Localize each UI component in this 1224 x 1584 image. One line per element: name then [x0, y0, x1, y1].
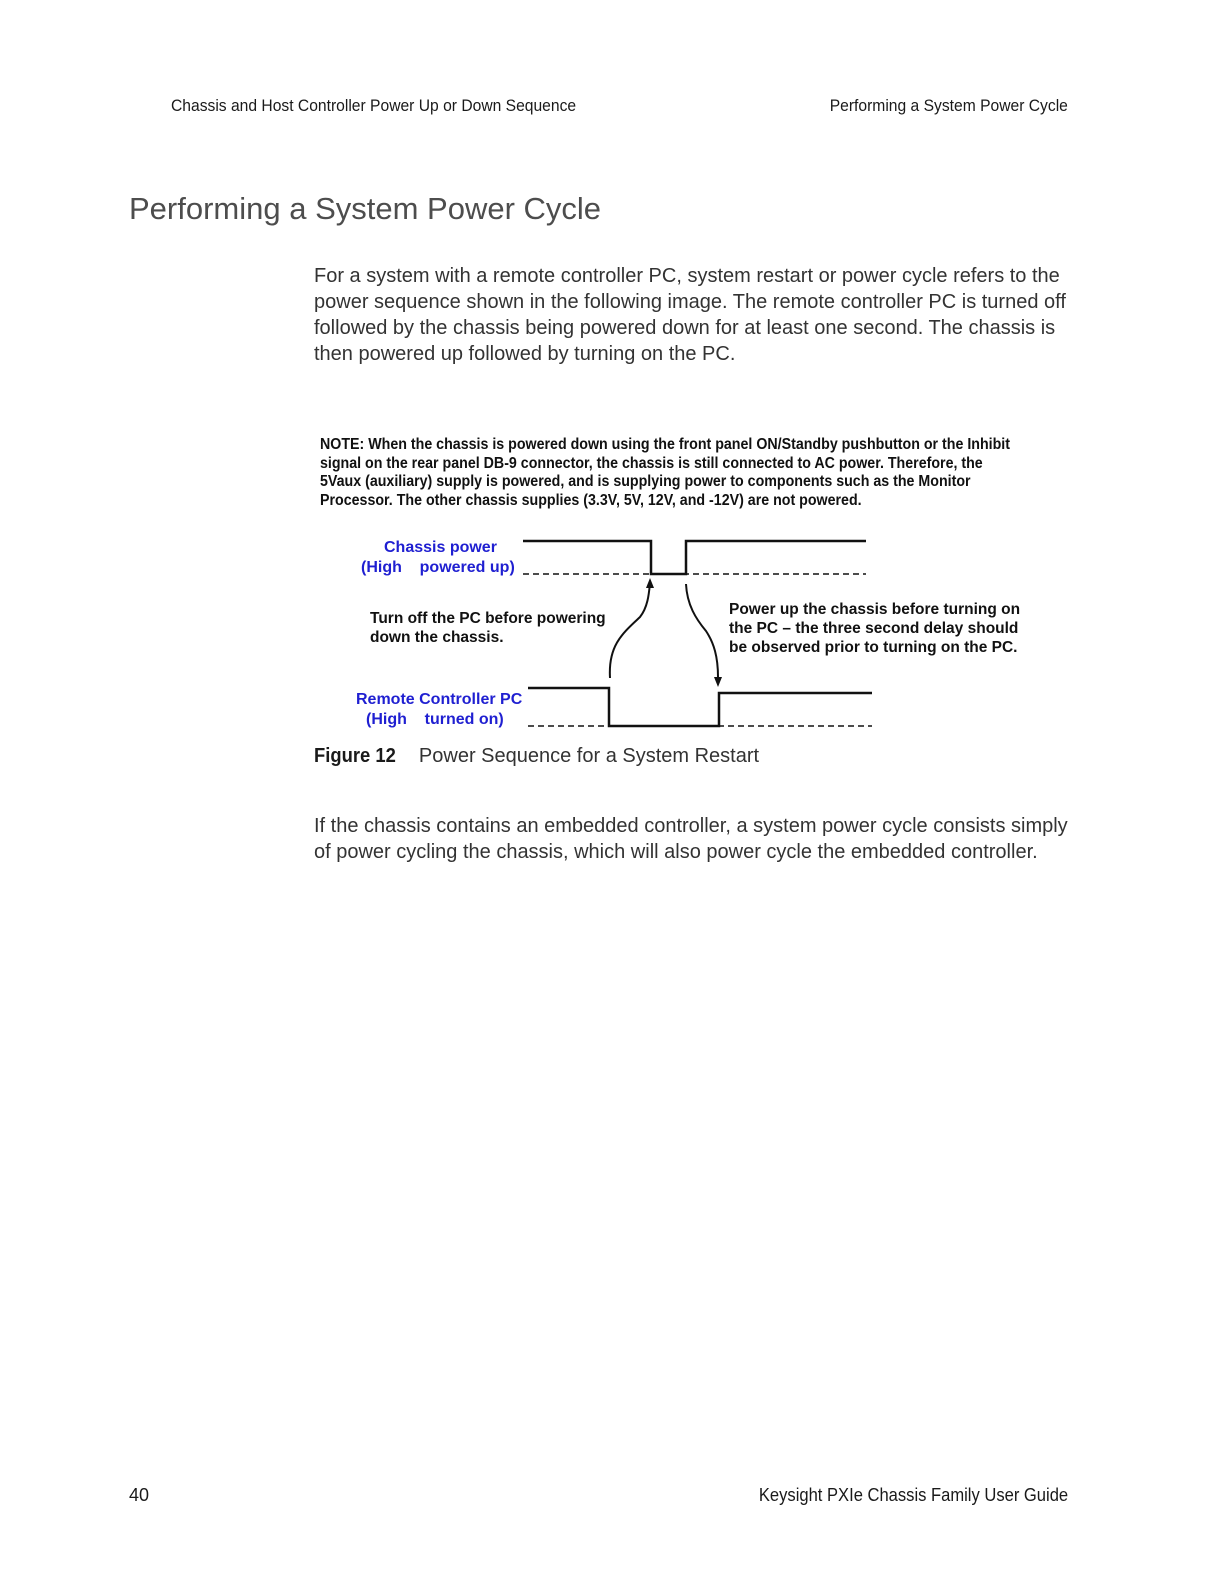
figure-number: Figure 12: [314, 745, 396, 767]
right-annotation-line-1: Power up the chassis before turning on: [729, 601, 1021, 618]
arrow-down-curve: [686, 584, 718, 677]
remote-pc-label: Remote Controller PC: [356, 691, 523, 708]
figure-title: Power Sequence for a System Restart: [418, 745, 760, 767]
running-header-right: Performing a System Power Cycle: [829, 96, 1068, 115]
chassis-power-sublabel: (High powered up): [361, 559, 515, 576]
arrow-up-head: [646, 578, 654, 588]
chassis-power-waveform: [523, 541, 866, 574]
remote-pc-sublabel: (High turned on): [366, 711, 504, 728]
note-label: NOTE:: [320, 436, 365, 453]
section-title: Performing a System Power Cycle: [129, 191, 602, 226]
left-annotation-line-2: down the chassis.: [370, 629, 504, 646]
note-block: [320, 436, 1023, 510]
note-inhibit: Inhibit: [967, 436, 1011, 453]
right-annotation-line-3: be observed prior to turning on the PC.: [729, 639, 1018, 656]
figure-caption: [314, 745, 759, 768]
arrow-up-curve: [610, 583, 650, 678]
right-annotation-line-2: the PC – the three second delay should: [729, 620, 1019, 637]
running-header-left: Chassis and Host Controller Power Up or Down Sequence: [171, 96, 577, 115]
left-annotation-line-1: Turn off the PC before powering: [370, 610, 606, 627]
page-number: 40: [129, 1485, 150, 1505]
note-text-2: signal on the rear panel DB-9 connector, the chassis is still connected to AC power. Therefore, the 5Vaux (auxiliary) supply is powered, and is supplying power to components such as the Monitor Processor. The other chassis supplies (3.3V, 5V, 12V, and -12V) are not powered.: [320, 454, 983, 509]
pc-waveform: [528, 688, 872, 726]
chassis-power-label: Chassis power: [384, 539, 497, 556]
power-sequence-diagram: [340, 525, 1021, 735]
footer-document-title: Keysight PXIe Chassis Family User Guide: [758, 1485, 1068, 1505]
intro-paragraph: For a system with a remote controller PC, system restart or power cycle refers to the power sequence shown in the following image. The remote controller PC is turned off followed by the chassis being powered down for at least one second. The chassis is then powered up followed by turning on the PC.: [314, 265, 1066, 365]
note-text-1: When the chassis is powered down using the front panel ON/Standby pushbutton or the: [364, 436, 968, 453]
embedded-controller-paragraph: If the chassis contains an embedded controller, a system power cycle consists simply of power cycling the chassis, which will also power cycle the embedded controller.: [314, 815, 1068, 863]
arrow-down-head: [714, 677, 722, 687]
